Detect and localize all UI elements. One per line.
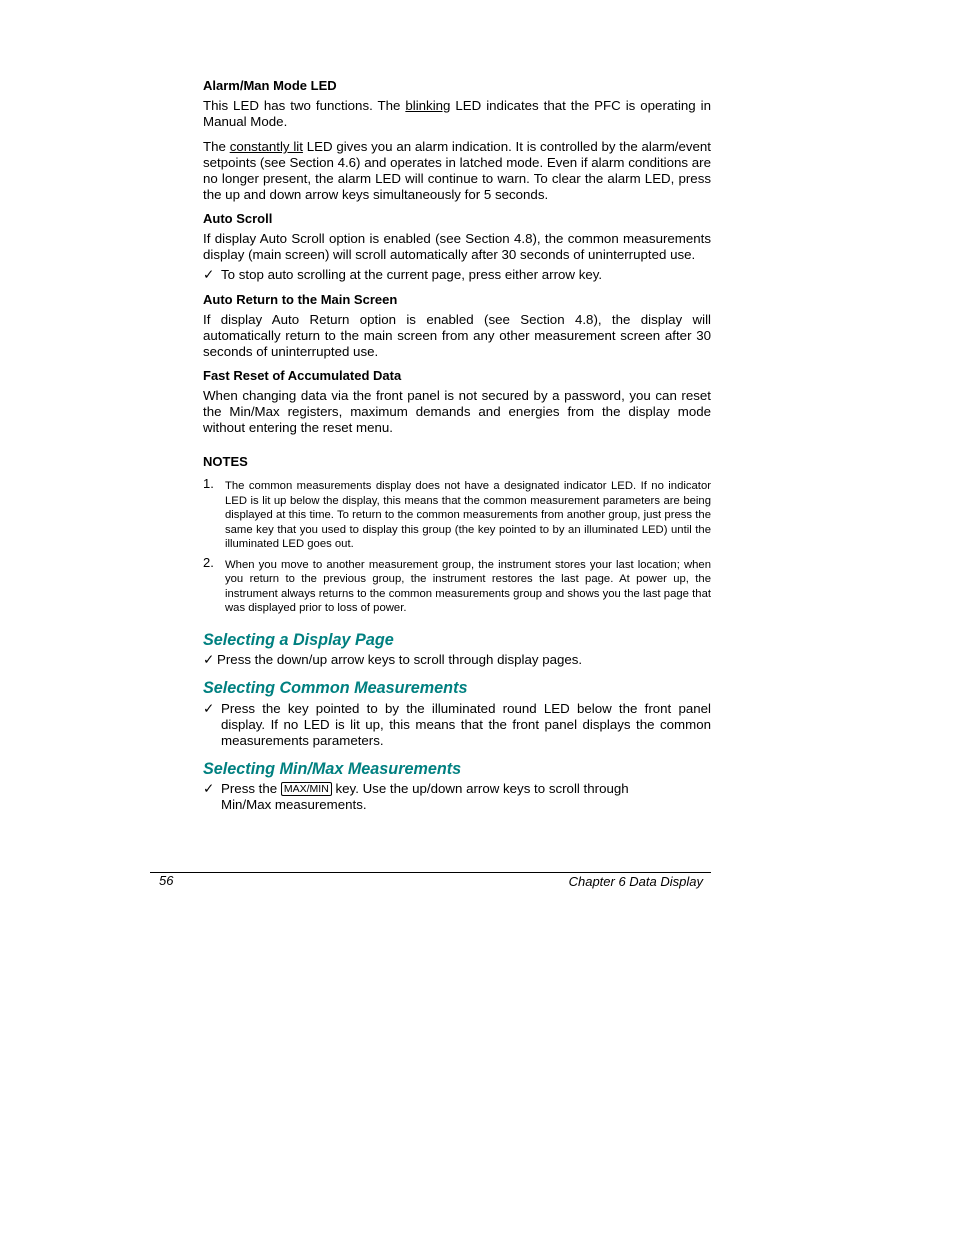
chapter-footer: Chapter 6 Data Display [568,874,703,889]
constantly-lit-term: constantly lit [229,139,303,154]
page-content [203,77,711,813]
max-min-key: MAX/MIN [281,782,332,796]
notes-title: NOTES [203,454,248,469]
footer-divider [150,872,711,873]
section-heading-display-page: Selecting a Display Page [203,630,394,649]
fast-reset-heading: Fast Reset of Accumulated Data [203,368,402,383]
alarm-led-paragraph-2: The constantly lit LED gives you an alarm indication. It is controlled by the alarm/event setpoints (see Section 4.6) and operates in latched mode. Even if alarm conditions are no longer present, the alarm LED will continue to warn. To clear the alarm LED, press the up and down arrow keys simultaneously for 5 seconds. [203,139,712,202]
note-item [203,554,711,616]
auto-scroll-check-item: ✓ To stop auto scrolling at the current page, press either arrow key. [203,267,603,282]
note-number: 2. [203,554,214,570]
alarm-led-paragraph-1: This LED has two functions. The blinking LED indicates that the PFC is operating in Manual Mode. [203,98,711,129]
check-mark-icon: ✓ [203,267,215,282]
auto-scroll-paragraph: If display Auto Scroll option is enabled (see Section 4.8), the common measurements display (main screen) will scroll automatically after 30 seconds of uninterrupted use. [203,231,711,262]
alarm-led-heading: Alarm/Man Mode LED [203,78,337,93]
minmax-check-item: ✓ Press the MAX/MIN key. Use the up/down arrow keys to scroll through Min/Max measurements. [203,780,629,812]
section-heading-minmax-measurements: Selecting Min/Max Measurements [203,759,462,778]
page-number: 56 [159,873,174,888]
check-mark-icon: ✓ [203,700,215,716]
fast-reset-paragraph: When changing data via the front panel is not secured by a password, you can reset the Min/Max registers, maximum demands and energies from the display mode without entering the reset menu. [203,388,711,435]
section-heading-common-measurements: Selecting Common Measurements [203,678,468,697]
note-number: 1. [203,476,214,491]
auto-return-paragraph: If display Auto Return option is enabled (see Section 4.8), the display will automatically return to the main screen from any other measurement screen after 30 seconds of uninterrupted use. [203,312,711,359]
display-page-check-item: ✓ Press the down/up arrow keys to scroll through display pages. [203,651,583,667]
auto-return-heading: Auto Return to the Main Screen [203,292,398,307]
note-text: When you move to another measurement group, the instrument stores your last location; when you return to the previous group, the instrument restores the last page. At power up, the instrument always returns to the common measurements group and shows you the last page that was displayed prior to loss of power. [225,558,711,614]
note-text: The common measurements display does not have a designated indicator LED. If no indicator LED is lit up below the display, this means that the common measurement parameters are being displayed at this time. To return to the common measurements from another group, just press the same key that you used to display this group (the key pointed to by an illuminated LED) until the illuminated LED goes out. [225,480,711,550]
blinking-term: blinking [405,98,451,113]
auto-scroll-heading: Auto Scroll [203,211,273,226]
check-mark-icon: ✓ [203,651,215,667]
check-mark-icon: ✓ [203,780,215,796]
common-measurements-check-item: ✓ Press the key pointed to by the illuminated round LED below the front panel display. If no LED is lit up, this means that the front panel displays the common measurements parameters. [203,700,711,748]
note-item [203,476,711,552]
